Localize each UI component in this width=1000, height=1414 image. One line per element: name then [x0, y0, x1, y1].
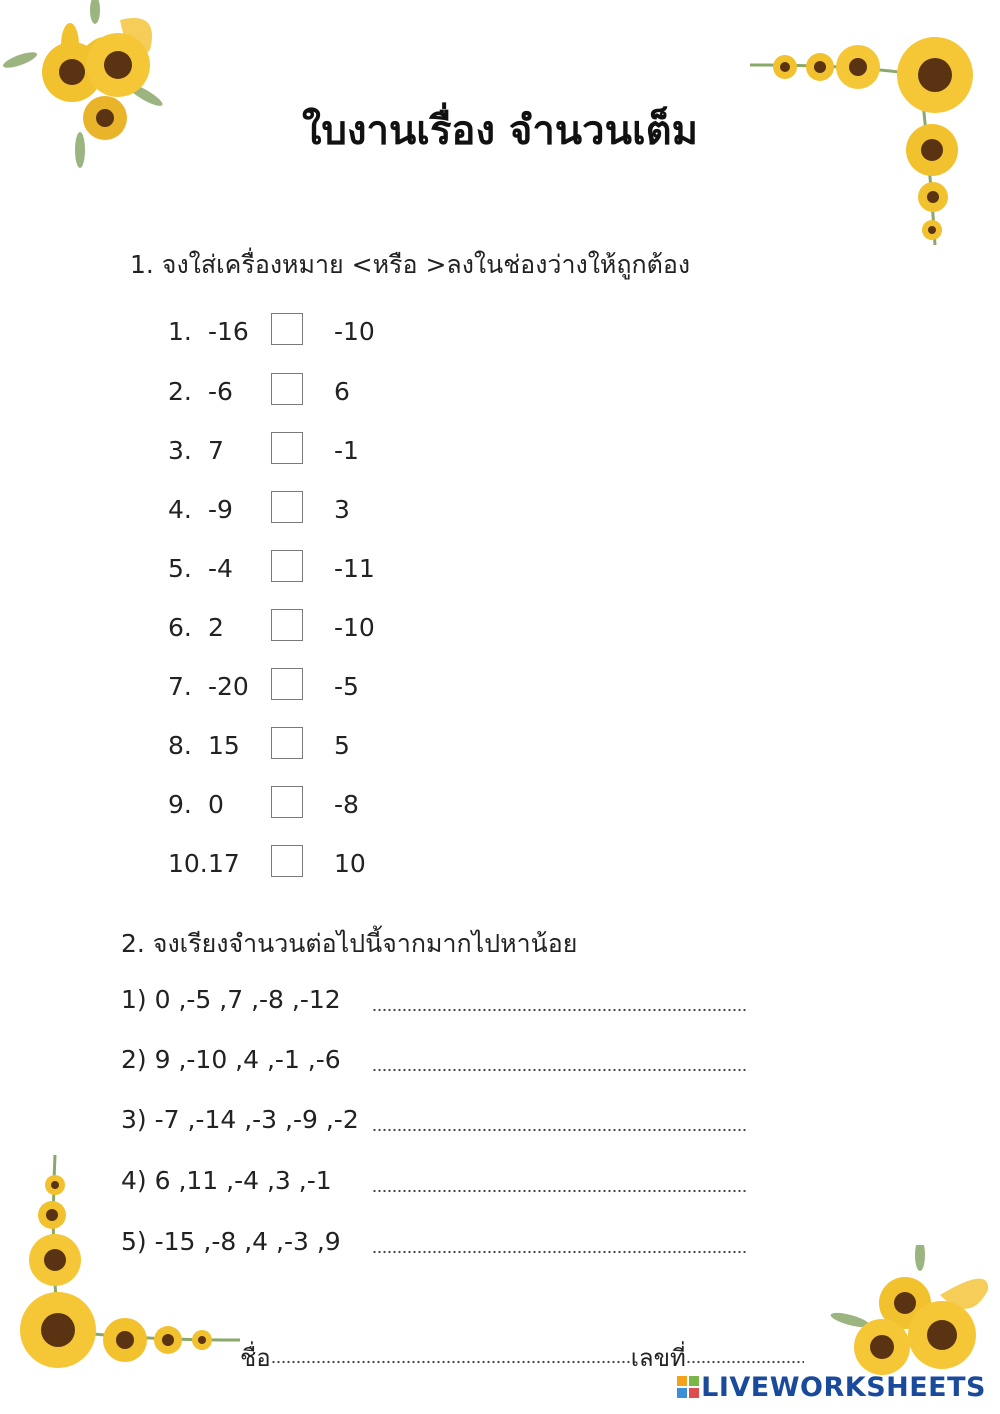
- compare-item: [168, 373, 428, 413]
- answer-box[interactable]: [271, 313, 303, 345]
- item-number: 10.: [168, 849, 208, 878]
- ordering-item: [121, 985, 761, 1025]
- answer-box[interactable]: [271, 727, 303, 759]
- ordering-item: [121, 1166, 761, 1206]
- number-sequence: 4) 6 ,11 ,-4 ,3 ,-1: [121, 1166, 332, 1195]
- left-value: 15: [208, 731, 240, 760]
- answer-box[interactable]: [271, 373, 303, 405]
- number-label: เลขที่: [630, 1344, 686, 1372]
- liveworksheets-logo-icon: [677, 1376, 699, 1398]
- item-number: 3.: [168, 436, 192, 465]
- right-value: 10: [334, 849, 366, 878]
- right-value: 3: [334, 495, 350, 524]
- answer-box[interactable]: [271, 786, 303, 818]
- answer-box[interactable]: [271, 491, 303, 523]
- item-number: 7.: [168, 672, 192, 701]
- item-number: 6.: [168, 613, 192, 642]
- compare-item: [168, 609, 428, 649]
- right-value: -10: [334, 317, 375, 346]
- right-value: -1: [334, 436, 359, 465]
- item-number: 5.: [168, 554, 192, 583]
- liveworksheets-logo: [677, 1372, 986, 1403]
- section2-heading: 2. จงเรียงจำนวนต่อไปนี้จากมากไปหาน้อย: [121, 929, 578, 958]
- worksheet-title: ใบงานเรื่อง จำนวนเต็ม: [302, 108, 698, 154]
- item-number: 4.: [168, 495, 192, 524]
- compare-item: [168, 491, 428, 531]
- compare-item: [168, 313, 428, 353]
- left-value: -6: [208, 377, 233, 406]
- answer-box[interactable]: [271, 668, 303, 700]
- name-label: ชื่อ: [240, 1344, 271, 1372]
- right-value: 5: [334, 731, 350, 760]
- number-field[interactable]: [686, 1358, 804, 1366]
- right-value: -5: [334, 672, 359, 701]
- left-value: -20: [208, 672, 249, 701]
- compare-item: [168, 845, 428, 885]
- right-value: -11: [334, 554, 375, 583]
- compare-item: [168, 786, 428, 826]
- left-value: 0: [208, 790, 224, 819]
- answer-line[interactable]: [372, 1065, 746, 1075]
- left-value: -9: [208, 495, 233, 524]
- ordering-item: [121, 1227, 761, 1267]
- answer-line[interactable]: [372, 1005, 746, 1015]
- left-value: 7: [208, 436, 224, 465]
- answer-box[interactable]: [271, 845, 303, 877]
- answer-line[interactable]: [372, 1125, 746, 1135]
- brand-name: LIVEWORKSHEETS: [701, 1372, 986, 1403]
- left-value: 2: [208, 613, 224, 642]
- item-number: 1.: [168, 317, 192, 346]
- right-value: 6: [334, 377, 350, 406]
- compare-item: [168, 550, 428, 590]
- compare-item: [168, 432, 428, 472]
- left-value: 17: [208, 849, 240, 878]
- ordering-item: [121, 1105, 761, 1145]
- compare-item: [168, 668, 428, 708]
- answer-box[interactable]: [271, 609, 303, 641]
- answer-box[interactable]: [271, 550, 303, 582]
- compare-item: [168, 727, 428, 767]
- right-value: -10: [334, 613, 375, 642]
- answer-line[interactable]: [372, 1186, 746, 1196]
- number-sequence: 3) -7 ,-14 ,-3 ,-9 ,-2: [121, 1105, 359, 1134]
- answer-box[interactable]: [271, 432, 303, 464]
- section1-heading: 1. จงใส่เครื่องหมาย <หรือ >ลงในช่องว่างให้ถูกต้อง: [130, 250, 691, 279]
- answer-line[interactable]: [372, 1247, 746, 1257]
- number-sequence: 2) 9 ,-10 ,4 ,-1 ,-6: [121, 1045, 341, 1074]
- item-number: 8.: [168, 731, 192, 760]
- item-number: 2.: [168, 377, 192, 406]
- number-sequence: 5) -15 ,-8 ,4 ,-3 ,9: [121, 1227, 341, 1256]
- right-value: -8: [334, 790, 359, 819]
- ordering-item: [121, 1045, 761, 1085]
- name-field[interactable]: [271, 1358, 631, 1366]
- left-value: -16: [208, 317, 249, 346]
- number-sequence: 1) 0 ,-5 ,7 ,-8 ,-12: [121, 985, 341, 1014]
- item-number: 9.: [168, 790, 192, 819]
- left-value: -4: [208, 554, 233, 583]
